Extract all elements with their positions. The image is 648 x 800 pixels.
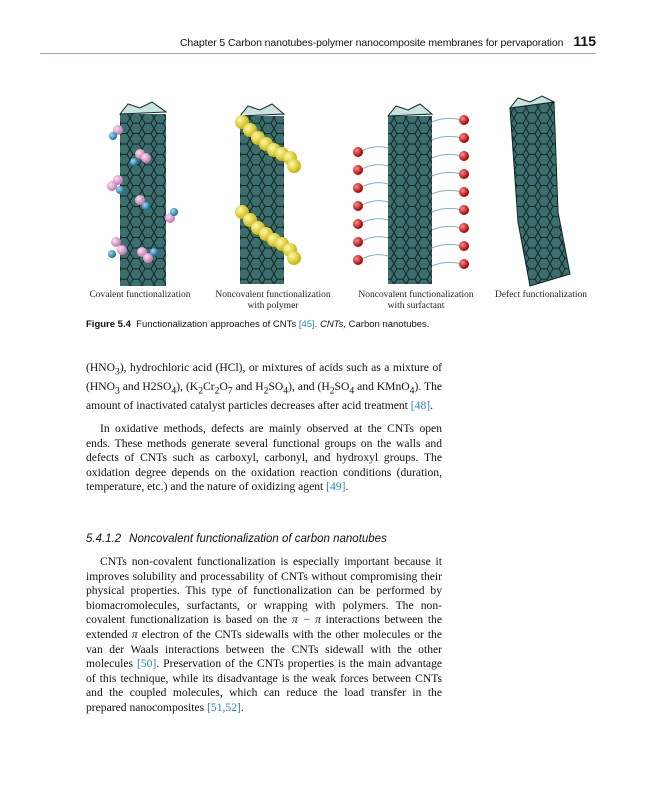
abbreviation-definition: Carbon nanotubes. xyxy=(348,319,430,330)
abbreviation: CNTs, xyxy=(319,319,346,330)
running-header xyxy=(40,33,596,54)
caption-line: Noncovalent functionalization xyxy=(215,290,331,300)
panel-defect xyxy=(510,96,570,286)
citation-link[interactable]: [48] xyxy=(410,398,431,412)
paragraph-noncovalent: CNTs non-covalent functionalization is especially important because it improves solubility and processability of CNTs without compromising their physical properties. This type of functionalization can be performed by biomacromolecules, surfactants, or wrapping with polymers. The non-covalent functionalization is based on the π − π interactions between the extended π electron of the CNTs sidewalls with the other molecules or the van der Waals interactions between the CNTs sidewall with the other molecules [50]. Preservation of the CNTs properties is the main advantage of this technique, while its disadvantage is the weak forces between CNTs and the coupled molecules, which can reduce the load transfer in the prepared nanocomposites [51,52]. xyxy=(86,555,443,714)
caption-line: Covalent functionalization xyxy=(89,290,191,300)
panel-caption-2 xyxy=(208,290,338,312)
panel-polymer-wrap xyxy=(235,104,301,284)
nanotube-opening xyxy=(240,104,284,116)
section-heading xyxy=(86,533,387,545)
figure-label: Figure 5.4 xyxy=(86,319,131,330)
cnt-functionalization-figure xyxy=(82,92,602,288)
nanotube-opening xyxy=(388,104,432,116)
section-number: 5.4.1.2 xyxy=(86,533,122,545)
nanotube-opening xyxy=(120,102,166,114)
page-number: 115 xyxy=(573,33,596,49)
citation-link[interactable]: [50] xyxy=(136,657,157,671)
citation-link[interactable]: [49] xyxy=(326,480,346,494)
panel-caption-1 xyxy=(80,290,200,301)
nanotube-body xyxy=(388,116,432,284)
nanotube-body-bent xyxy=(510,102,570,286)
paragraph-oxidative-methods: In oxidative methods, defects are mainly observed at the CNTs open ends. These methods generate several functional groups on the walls and defects of CNTs such as carboxyl, carbonyl, and hydroxyl groups. The oxidation degree depends on the oxidation reaction conditions (duration, temperature, etc.) and the nature of oxidizing agent [49]. xyxy=(86,422,442,494)
panel-surfactant xyxy=(353,104,469,284)
caption-line: Noncovalent functionalization xyxy=(358,290,474,300)
caption-line: Defect functionalization xyxy=(494,290,588,300)
paragraph-acid-treatment: $(HNO_3)$, hydrochloric acid (HCl), or mixtures of acids such as a mixture of ($HNO_3$ and $H2SO_4$), ($K_2Cr_2O_7$ and $H_2SO_4$), and ($H_2SO_4$ and KMnO$_4$). The amount of inactivated catalyst particles decreases after acid treatment [48]. xyxy=(86,361,443,412)
figure-caption-text: Functionalization approaches of CNTs xyxy=(136,319,297,330)
panel-caption-3 xyxy=(348,290,484,312)
citation-link[interactable]: [51,52] xyxy=(207,700,241,714)
section-title: Noncovalent functionalization of carbon nanotubes xyxy=(129,533,387,545)
figure-panel-captions xyxy=(80,290,610,320)
panel-covalent xyxy=(107,102,178,286)
running-title: Chapter 5 Carbon nanotubes-polymer nanocomposite membranes for pervaporation xyxy=(179,37,564,49)
caption-line: with polymer xyxy=(247,301,299,311)
panel-caption-4 xyxy=(486,290,596,301)
caption-line: with surfactant xyxy=(387,301,445,311)
figure-caption: Figure 5.4 Functionalization approaches of CNTs [45]. CNTs, Carbon nanotubes. xyxy=(86,319,430,330)
citation-link[interactable]: [45] xyxy=(298,319,315,330)
